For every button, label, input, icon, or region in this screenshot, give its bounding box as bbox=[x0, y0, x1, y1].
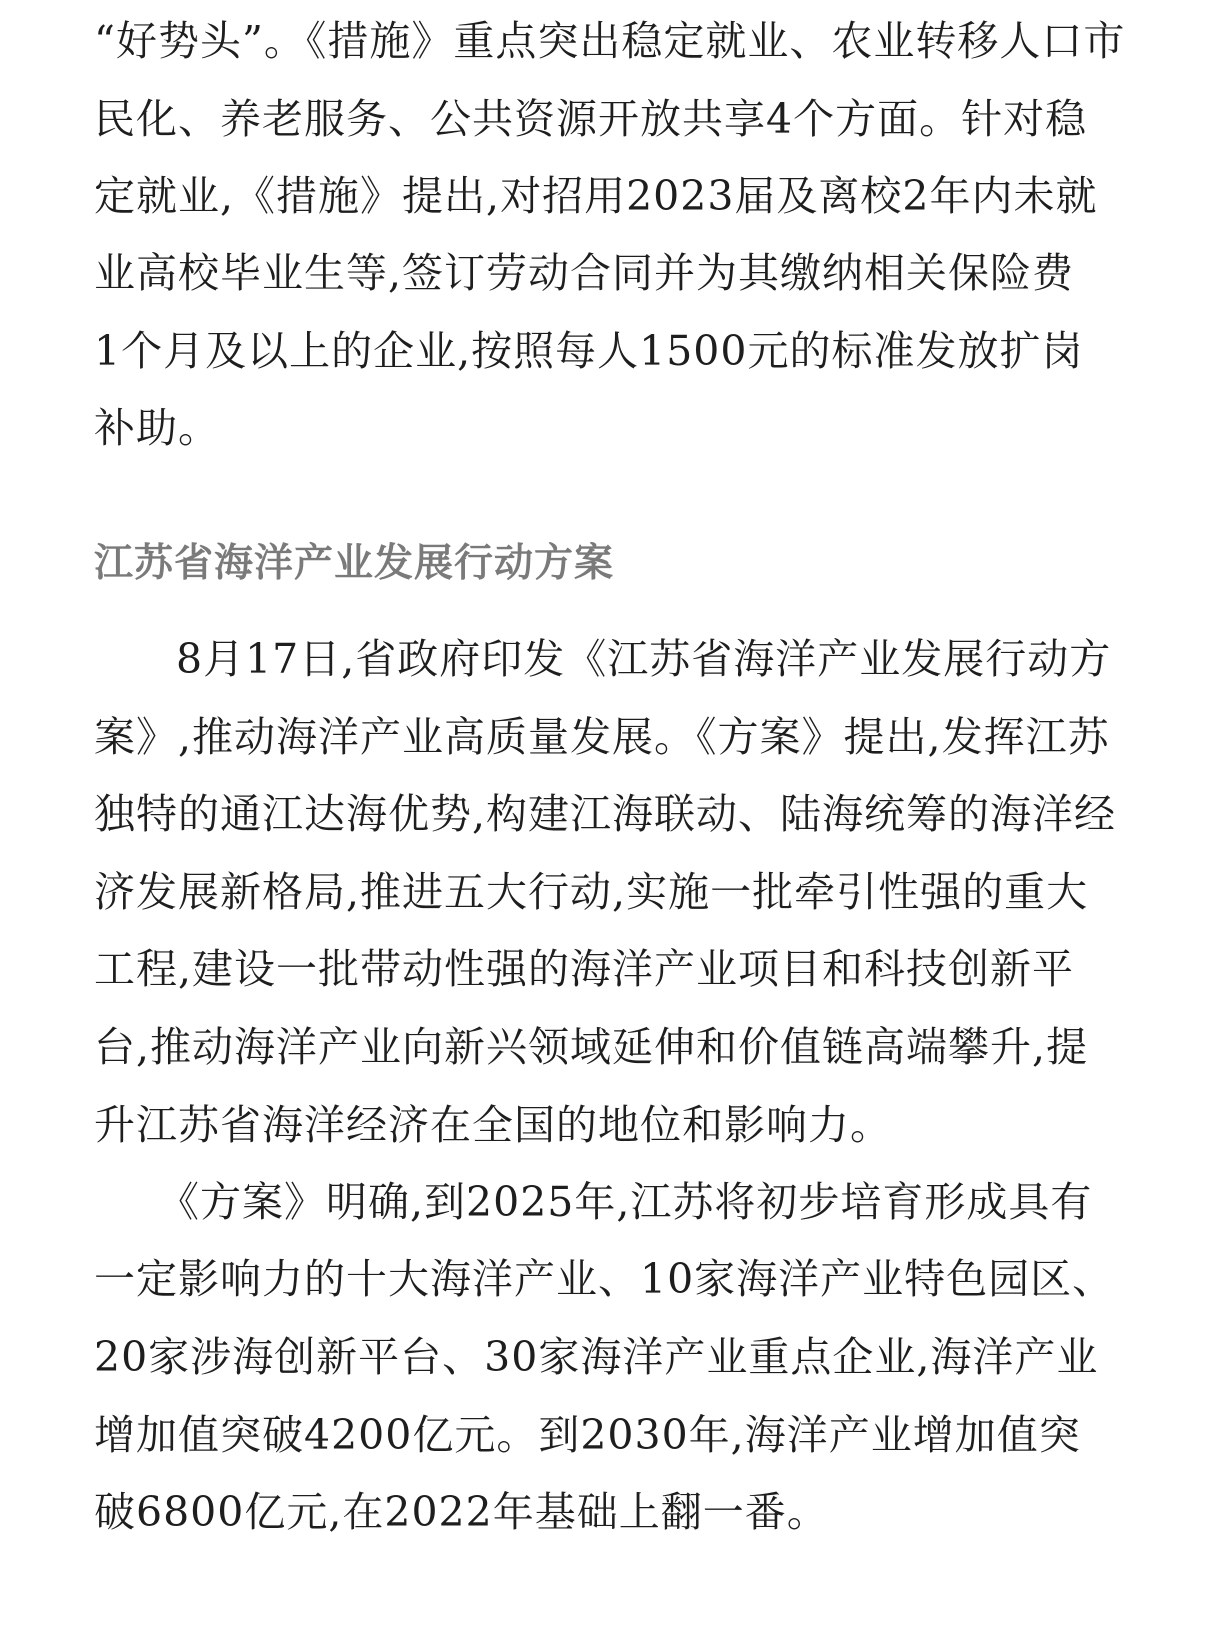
text-line: 补助。 bbox=[94, 404, 220, 452]
text-line: 台,推动海洋产业向新兴领域延伸和价值链高端攀升,提 bbox=[94, 1023, 1089, 1071]
text-line: 工程,建设一批带动性强的海洋产业项目和科技创新平 bbox=[94, 945, 1075, 993]
text-line: 破6800亿元,在2022年基础上翻一番。 bbox=[94, 1488, 829, 1536]
text-line: 一定影响力的十大海洋产业、10家海洋产业特色园区、 bbox=[94, 1255, 1115, 1303]
section-heading: 江苏省海洋产业发展行动方案 bbox=[94, 541, 615, 586]
text-line: 20家涉海创新平台、30家海洋产业重点企业,海洋产业 bbox=[94, 1333, 1099, 1381]
text-line: 增加值突破4200亿元。到2030年,海洋产业增加值突 bbox=[94, 1411, 1081, 1459]
text-line: 民化、养老服务、公共资源开放共享4个方面。针对稳 bbox=[94, 95, 1088, 143]
text-line: 升江苏省海洋经济在全国的地位和影响力。 bbox=[94, 1101, 892, 1149]
text-line: 独特的通江达海优势,构建江海联动、陆海统筹的海洋经 bbox=[94, 790, 1117, 838]
text-line: 1个月及以上的企业,按照每人1500元的标准发放扩岗 bbox=[94, 327, 1084, 375]
text-line: “好势头”。《措施》重点突出稳定就业、农业转移人口市 bbox=[94, 17, 1126, 65]
text-line: 济发展新格局,推进五大行动,实施一批牵引性强的重大 bbox=[94, 868, 1089, 916]
paragraph-first-line: 《方案》明确,到2025年,江苏将初步培育形成具有 bbox=[158, 1178, 1093, 1226]
text-line: 业高校毕业生等,签订劳动合同并为其缴纳相关保险费 bbox=[94, 249, 1075, 297]
text-line: 案》,推动海洋产业高质量发展。《方案》提出,发挥江苏 bbox=[94, 713, 1110, 761]
text-line: 定就业,《措施》提出,对招用2023届及离校2年内未就 bbox=[94, 172, 1098, 220]
paragraph-first-line: 8月17日,省政府印发《江苏省海洋产业发展行动方 bbox=[176, 635, 1112, 683]
